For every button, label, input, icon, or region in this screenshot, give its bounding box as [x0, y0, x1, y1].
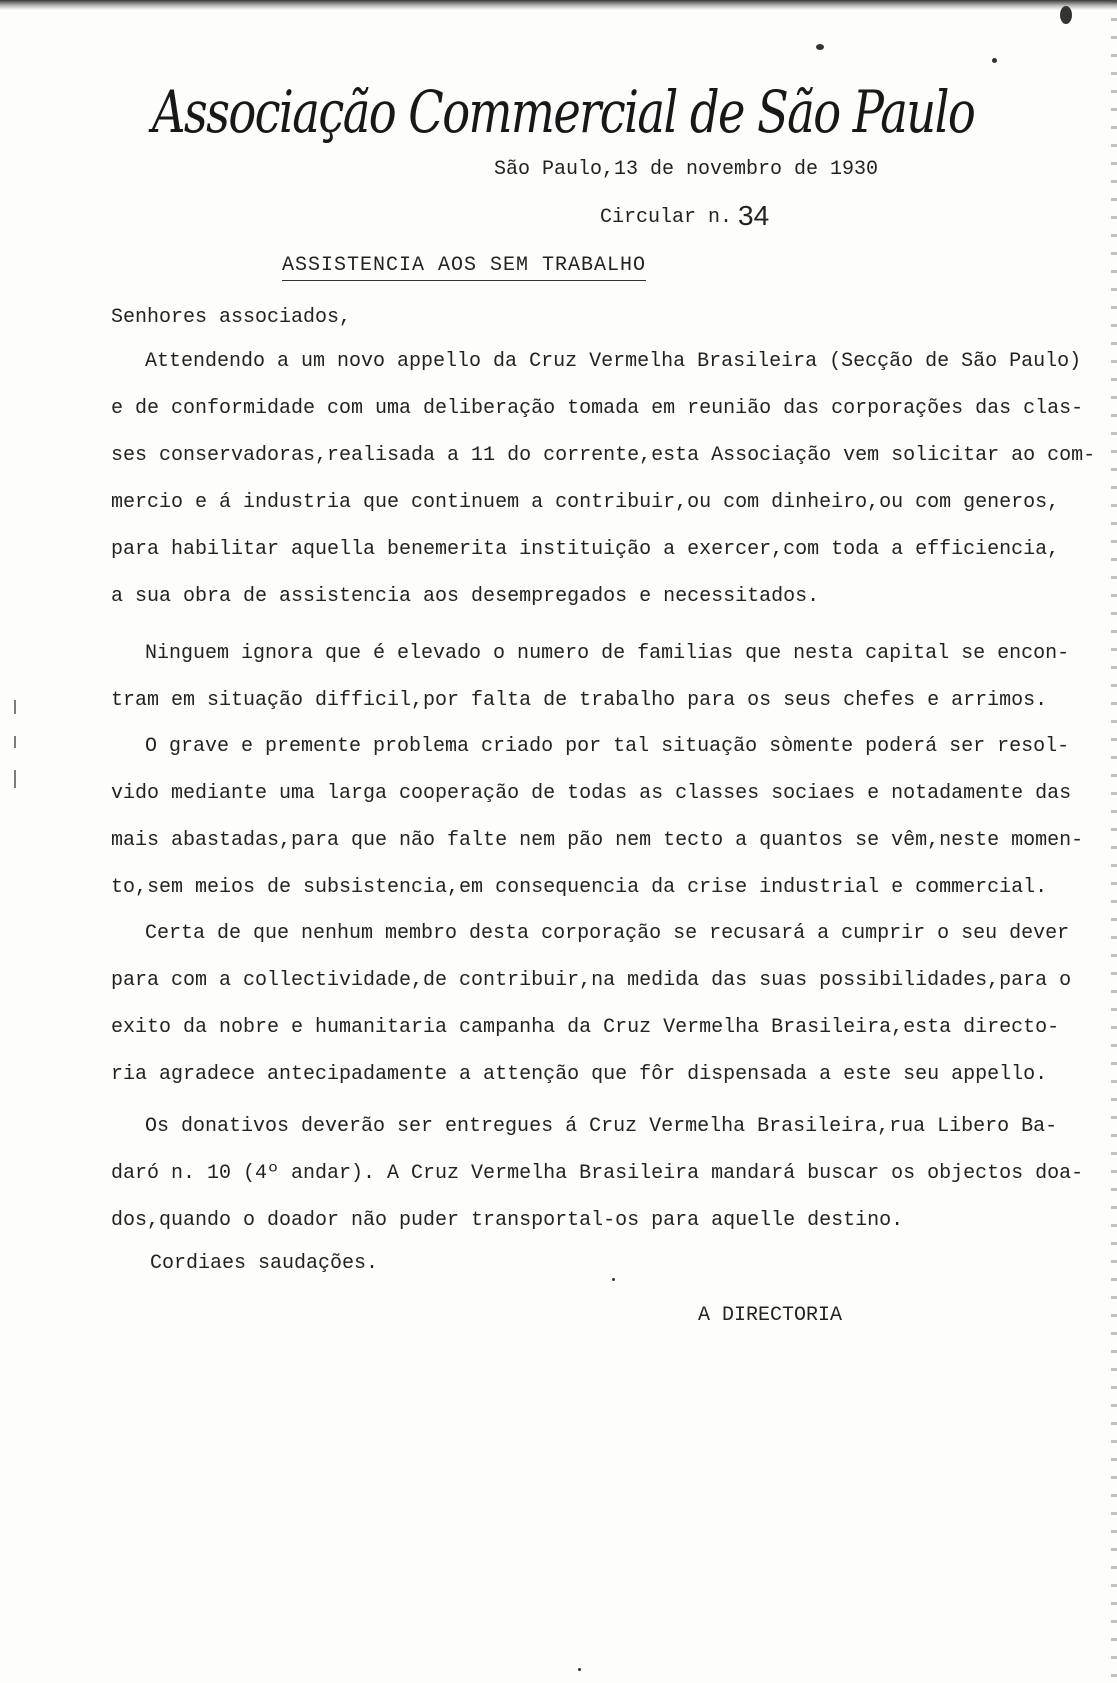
binding-mark — [14, 770, 16, 788]
ink-speck — [612, 1278, 615, 1281]
paragraph-line: daró n. 10 (4º andar). A Cruz Vermelha Brasileira mandará buscar os objectos doa- — [111, 1162, 1084, 1185]
ink-speck — [992, 58, 997, 63]
paragraph-line: Attendendo a um novo appello da Cruz Vermelha Brasileira (Secção de São Paulo) — [145, 350, 1082, 373]
paragraph-line: ses conservadoras,realisada a 11 do corrente,esta Associação vem solicitar ao com- — [111, 444, 1096, 467]
paragraph-line: Certa de que nenhum membro desta corporação se recusará a cumprir o seu dever — [145, 922, 1070, 945]
letterhead-script: Associação Commercial de São Paulo — [152, 78, 975, 146]
scan-edge-shadow — [0, 0, 1117, 10]
binding-mark — [14, 736, 16, 748]
paragraph-1 — [111, 338, 1096, 620]
paragraph-line: mais abastadas,para que não falte nem pão nem tecto a quantos se vêm,neste momen- — [111, 829, 1084, 852]
salutation: Senhores associados, — [111, 306, 352, 329]
paragraph-line: Ninguem ignora que é elevado o numero de familias que nesta capital se encon- — [145, 642, 1070, 665]
paragraph-line: vido mediante uma larga cooperação de todas as classes sociaes e notadamente das — [111, 782, 1072, 805]
paragraph-4 — [111, 910, 1072, 1098]
paragraph-line: para com a collectividade,de contribuir,na medida das suas possibilidades,para o — [111, 969, 1072, 992]
ink-speck — [816, 44, 824, 50]
signature-line: A DIRECTORIA — [698, 1304, 843, 1327]
paragraph-line: e de conformidade com uma deliberação tomada em reunião das corporações das clas- — [111, 397, 1084, 420]
paragraph-line: para habilitar aquella benemerita instituição a exercer,com toda a efficiencia, — [111, 538, 1060, 561]
letter-heading: ASSISTENCIA AOS SEM TRABALHO — [282, 254, 646, 281]
paragraph-line: tram em situação difficil,por falta de trabalho para os seus chefes e arrimos. — [111, 689, 1048, 712]
ink-speck — [578, 1668, 581, 1671]
paragraph-line: mercio e á industria que continuem a contribuir,ou com dinheiro,ou com generos, — [111, 491, 1060, 514]
paragraph-3 — [111, 723, 1084, 911]
ink-speck — [1060, 6, 1072, 24]
paragraph-line: Os donativos deverão ser entregues á Cruz Vermelha Brasileira,rua Libero Ba- — [145, 1115, 1058, 1138]
paragraph-line: ria agradece antecipadamente a attenção que fôr dispensada a este seu appello. — [111, 1063, 1048, 1086]
circular-number: 34 — [738, 200, 770, 231]
paragraph-line: dos,quando o doador não puder transportal-os para aquelle destino. — [111, 1209, 904, 1232]
paragraph-line: O grave e premente problema criado por tal situação sòmente poderá ser resol- — [145, 735, 1070, 758]
binding-mark — [14, 700, 16, 714]
paragraph-line: to,sem meios de subsistencia,em consequencia da crise industrial e commercial. — [111, 876, 1048, 899]
date-line: São Paulo,13 de novembro de 1930 — [494, 158, 879, 181]
paragraph-2 — [111, 630, 1070, 724]
paragraph-5 — [111, 1103, 1084, 1244]
scan-edge-marks — [1111, 0, 1117, 1683]
circular-label: Circular n. — [600, 206, 733, 229]
paragraph-line: exito da nobre e humanitaria campanha da Cruz Vermelha Brasileira,esta directo- — [111, 1016, 1060, 1039]
closing-line: Cordiaes saudações. — [150, 1252, 379, 1275]
paragraph-line: a sua obra de assistencia aos desempregados e necessitados. — [111, 585, 820, 608]
